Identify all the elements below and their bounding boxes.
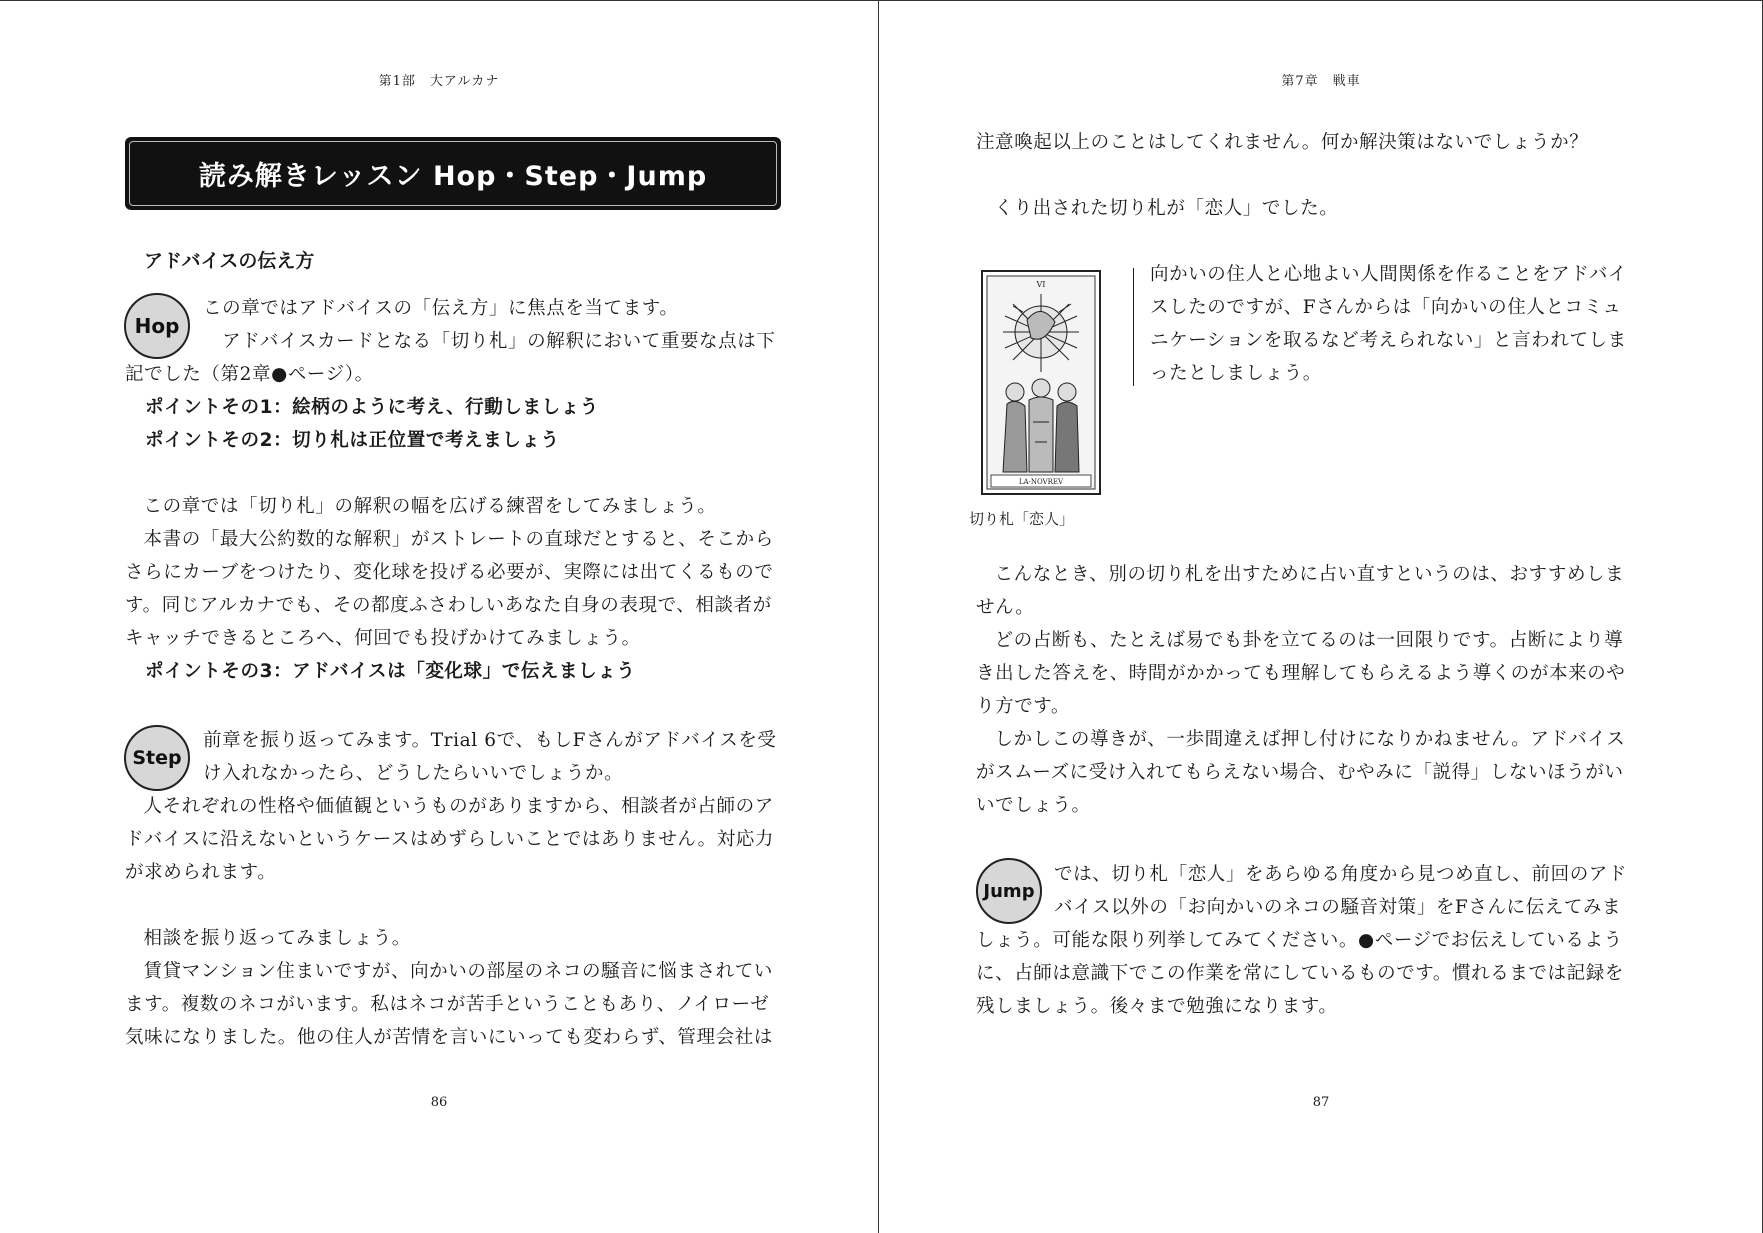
paragraph: この章では「切り札」の解釈の幅を広げる練習をしてみましょう。	[143, 496, 717, 517]
paragraph-line: キャッチできるところへ、何回でも投げかけてみましょう。	[125, 628, 641, 649]
paragraph-line: がスムーズに受け入れてもらえない場合、むやみに「説得」しないほうがい	[976, 762, 1624, 783]
paragraph-line: しかしこの導きが、一歩間違えば押し付けになりかねません。アドバイス	[994, 729, 1626, 750]
paragraph-line: ったとしましょう。	[1150, 363, 1322, 384]
card-caption: 切り札「恋人」	[969, 510, 1075, 528]
right-page	[879, 0, 1763, 1233]
hop-continuation: 記でした（第2章●ページ）。	[125, 364, 374, 385]
paragraph-line: 向かいの住人と心地よい人間関係を作ることをアドバイ	[1150, 264, 1628, 285]
card-numeral: VI	[1036, 280, 1046, 289]
paragraph: くり出された切り札が「恋人」でした。	[994, 198, 1339, 219]
left-lower-text	[125, 790, 795, 1054]
right-main-text	[976, 558, 1676, 822]
paragraph: 相談を振り返ってみましょう。	[143, 928, 411, 949]
paragraph-line: に、占師は意識下でこの作業を常にしているものです。慣れるまでは記録を	[976, 963, 1624, 984]
right-running-head: 第7章 戦車	[1281, 74, 1361, 89]
jump-badge: Jump	[976, 858, 1042, 924]
point-two: ポイントその2：切り札は正位置で考えましょう	[145, 430, 560, 451]
jump-line: バイス以外の「お向かいのネコの騒音対策」をFさんに伝えてみま	[1054, 897, 1622, 918]
paragraph-line: スしたのですが、Fさんからは「向かいの住人とコミュ	[1150, 297, 1622, 318]
blank-line	[976, 159, 1676, 192]
jump-paragraph	[1054, 858, 1674, 924]
left-running-head: 第1部 大アルカナ	[378, 74, 500, 89]
paragraph-line: す。同じアルカナでも、その都度ふさわしいあなた自身の表現で、相談者が	[125, 595, 772, 616]
card-divider-rule	[1133, 268, 1134, 386]
paragraph-line: き出した答えを、時間がかかっても理解してもらえるよう導くのが本来のや	[976, 663, 1626, 684]
paragraph-line: ニケーションを取るなど考えられない」と言われてしま	[1150, 330, 1627, 351]
step-badge: Step	[124, 725, 190, 791]
tarot-card-lovers	[981, 270, 1101, 495]
paragraph-line: 気味になりました。他の住人が苦情を言いにいっても変わらず、管理会社は	[125, 1027, 773, 1048]
paragraph-line: こんなとき、別の切り札を出すために占い直すというのは、おすすめしま	[994, 564, 1625, 585]
hop-line: この章ではアドバイスの「伝え方」に焦点を当てます。	[203, 298, 679, 319]
lesson-title-banner	[125, 137, 781, 210]
paragraph-line: 注意喚起以上のことはしてくれません。何か解決策はないでしょうか？	[976, 132, 1589, 153]
paragraph-line: どの占断も、たとえば易でも卦を立てるのは一回限りです。占断により導	[994, 630, 1624, 651]
card-side-text	[1150, 258, 1670, 390]
paragraph-line: ドバイスに沿えないというケースはめずらしいことではありません。対応力	[125, 829, 775, 850]
step-paragraph	[203, 724, 793, 790]
lesson-title: 読み解きレッスン Hop・Step・Jump	[198, 161, 708, 192]
paragraph-line: 人それぞれの性格や価値観というものがありますから、相談者が占師のア	[143, 796, 774, 817]
tarot-card-illustration	[983, 272, 1099, 493]
paragraph-line: ます。複数のネコがいます。私はネコが苦手ということもあり、ノイローゼ	[125, 994, 770, 1015]
right-top-text	[976, 126, 1676, 225]
card-name: LA·NOVREV	[1018, 478, 1064, 486]
blank-line	[125, 457, 795, 490]
blank-line	[125, 889, 795, 922]
paragraph-line: が求められます。	[125, 862, 277, 883]
paragraph-line: 残しましょう。後々まで勉強になります。	[976, 996, 1338, 1017]
paragraph-line: いでしょう。	[976, 795, 1091, 816]
step-line: け入れなかったら、どうしたらいいでしょうか。	[203, 763, 624, 784]
left-main-text	[125, 358, 795, 688]
step-line: 前章を振り返ってみます。Trial 6で、もしFさんがアドバイスを受	[203, 730, 777, 751]
paragraph-line: 賃貸マンション住まいですが、向かいの部屋のネコの騒音に悩まされてい	[143, 961, 773, 982]
jump-continuation	[976, 924, 1676, 1023]
left-page	[0, 0, 878, 1233]
paragraph-line: さらにカーブをつけたり、変化球を投げる必要が、実際には出てくるもので	[125, 562, 774, 583]
hop-paragraph	[203, 292, 793, 358]
right-page-number: 87	[1312, 1095, 1330, 1110]
jump-line: では、切り札「恋人」をあらゆる角度から見つめ直し、前回のアド	[1054, 864, 1628, 885]
point-one: ポイントその1：絵柄のように考え、行動しましょう	[145, 397, 599, 418]
left-page-number: 86	[430, 1095, 448, 1110]
paragraph-line: 本書の「最大公約数的な解釈」がストレートの直球だとすると、そこから	[143, 529, 774, 550]
point-three: ポイントその3：アドバイスは「変化球」で伝えましょう	[145, 661, 636, 682]
hop-line: アドバイスカードとなる「切り札」の解釈において重要な点は下	[203, 331, 776, 352]
paragraph-line: り方です。	[976, 696, 1071, 717]
hop-badge: Hop	[124, 293, 190, 359]
section-heading: アドバイスの伝え方	[144, 250, 315, 272]
paragraph-line: せん。	[976, 597, 1035, 618]
paragraph-line: しょう。可能な限り列挙してみてください。●ページでお伝えしているよう	[976, 930, 1623, 951]
